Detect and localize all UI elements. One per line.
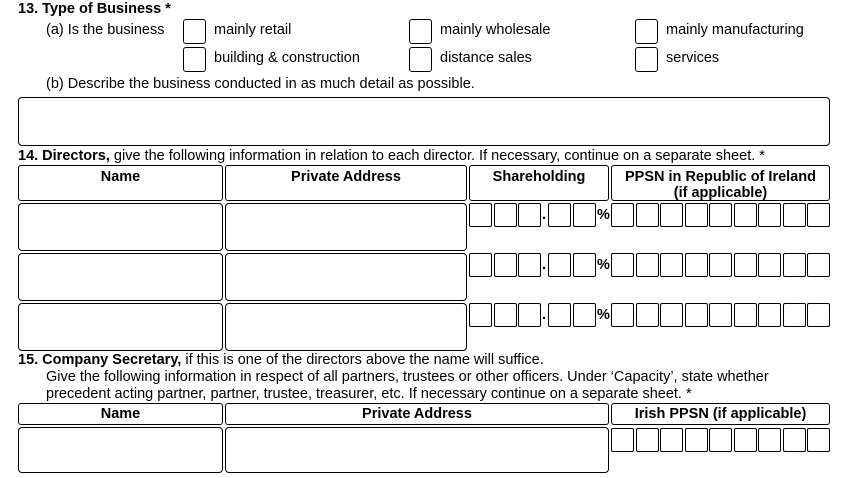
director-1-shareholding-decimal[interactable]: [548, 203, 597, 227]
decimal-point: .: [542, 207, 547, 223]
digit-box[interactable]: [783, 303, 806, 327]
percent-sign: %: [597, 207, 610, 223]
digit-box[interactable]: [734, 253, 757, 277]
secretary-ppsn-boxes[interactable]: [611, 428, 832, 452]
secretary-ppsn-header: Irish PPSN (if applicable): [611, 403, 830, 425]
directors-address-header: Private Address: [225, 165, 467, 201]
digit-box[interactable]: [518, 303, 541, 327]
digit-box[interactable]: [709, 203, 732, 227]
section-15-title: [18, 352, 544, 368]
decimal-point: .: [542, 307, 547, 323]
director-3-address-field[interactable]: [225, 303, 467, 351]
section-13-title: 13. Type of Business *: [18, 1, 171, 17]
option-label-distance-sales: distance sales: [440, 50, 532, 66]
digit-box[interactable]: [807, 428, 830, 452]
digit-box[interactable]: [548, 303, 571, 327]
director-3-ppsn-boxes[interactable]: [611, 303, 832, 327]
digit-box[interactable]: [494, 253, 517, 277]
checkbox-mainly-wholesale[interactable]: [409, 19, 432, 44]
section-14-heading: 14. Directors,: [18, 148, 110, 164]
percent-sign: %: [597, 307, 610, 323]
digit-box[interactable]: [709, 253, 732, 277]
section-15-instructions-line3: precedent acting partner, partner, trustee, treasurer, etc. If necessary continue on a separate sheet. *: [46, 386, 692, 402]
directors-ppsn-header: [611, 165, 830, 201]
digit-box[interactable]: [660, 428, 683, 452]
digit-box[interactable]: [636, 203, 659, 227]
option-label-building-construction: building & construction: [214, 50, 360, 66]
digit-box[interactable]: [685, 303, 708, 327]
business-type-question: (a) Is the business: [46, 22, 165, 38]
director-2-shareholding-whole[interactable]: [469, 253, 543, 277]
digit-box[interactable]: [636, 428, 659, 452]
digit-box[interactable]: [611, 203, 634, 227]
digit-box[interactable]: [709, 303, 732, 327]
section-15-instructions-line2: Give the following information in respect of all partners, trustees or other officers. Under ‘Capacity’, state whether: [46, 369, 769, 385]
digit-box[interactable]: [611, 253, 634, 277]
digit-box[interactable]: [494, 303, 517, 327]
section-14-title: [18, 148, 765, 164]
digit-box[interactable]: [734, 303, 757, 327]
digit-box[interactable]: [636, 253, 659, 277]
ppsn-header-line2: (if applicable): [673, 185, 768, 201]
digit-box[interactable]: [518, 253, 541, 277]
ppsn-header-line1: PPSN in Republic of Ireland: [625, 169, 816, 185]
digit-box[interactable]: [469, 253, 492, 277]
business-description-field[interactable]: [18, 97, 830, 146]
digit-box[interactable]: [611, 303, 634, 327]
section-15-note: if this is one of the directors above the name will suffice.: [181, 352, 544, 368]
digit-box[interactable]: [758, 303, 781, 327]
director-2-ppsn-boxes[interactable]: [611, 253, 832, 277]
digit-box[interactable]: [807, 203, 830, 227]
digit-box[interactable]: [494, 203, 517, 227]
digit-box[interactable]: [807, 253, 830, 277]
director-1-ppsn-boxes[interactable]: [611, 203, 832, 227]
director-2-shareholding-decimal[interactable]: [548, 253, 597, 277]
section-14-instructions: give the following information in relation to each director. If necessary, continue on a separate sheet. *: [109, 148, 765, 164]
digit-box[interactable]: [807, 303, 830, 327]
director-2-address-field[interactable]: [225, 253, 467, 301]
digit-box[interactable]: [469, 203, 492, 227]
director-3-name-field[interactable]: [18, 303, 223, 351]
option-label-mainly-retail: mainly retail: [214, 22, 292, 38]
digit-box[interactable]: [685, 253, 708, 277]
director-2-name-field[interactable]: [18, 253, 223, 301]
digit-box[interactable]: [758, 428, 781, 452]
digit-box[interactable]: [685, 428, 708, 452]
checkbox-distance-sales[interactable]: [409, 47, 432, 72]
digit-box[interactable]: [758, 253, 781, 277]
decimal-point: .: [542, 257, 547, 273]
digit-box[interactable]: [685, 203, 708, 227]
secretary-address-header: Private Address: [225, 403, 609, 425]
digit-box[interactable]: [783, 203, 806, 227]
digit-box[interactable]: [548, 253, 571, 277]
percent-sign: %: [597, 257, 610, 273]
digit-box[interactable]: [469, 303, 492, 327]
digit-box[interactable]: [660, 253, 683, 277]
directors-shareholding-header: Shareholding: [469, 165, 609, 201]
checkbox-mainly-manufacturing[interactable]: [635, 19, 658, 44]
option-label-mainly-wholesale: mainly wholesale: [440, 22, 551, 38]
digit-box[interactable]: [734, 203, 757, 227]
directors-name-header: Name: [18, 165, 223, 201]
secretary-name-header: Name: [18, 403, 223, 425]
digit-box[interactable]: [518, 203, 541, 227]
option-label-services: services: [666, 50, 720, 66]
checkbox-services[interactable]: [635, 47, 658, 72]
director-3-shareholding-decimal[interactable]: [548, 303, 597, 327]
digit-box[interactable]: [573, 203, 596, 227]
digit-box[interactable]: [758, 203, 781, 227]
digit-box[interactable]: [709, 428, 732, 452]
digit-box[interactable]: [660, 303, 683, 327]
secretary-address-field[interactable]: [225, 427, 609, 473]
digit-box[interactable]: [573, 253, 596, 277]
director-1-name-field[interactable]: [18, 203, 223, 251]
checkbox-mainly-retail[interactable]: [183, 19, 206, 44]
option-label-mainly-manufacturing: mainly manufacturing: [666, 22, 804, 38]
director-3-shareholding-whole[interactable]: [469, 303, 543, 327]
digit-box[interactable]: [611, 428, 634, 452]
business-description-question: (b) Describe the business conducted in as much detail as possible.: [46, 76, 475, 92]
digit-box[interactable]: [734, 428, 757, 452]
digit-box[interactable]: [783, 428, 806, 452]
digit-box[interactable]: [573, 303, 596, 327]
checkbox-building-construction[interactable]: [183, 47, 206, 72]
digit-box[interactable]: [548, 203, 571, 227]
director-1-address-field[interactable]: [225, 203, 467, 251]
digit-box[interactable]: [636, 303, 659, 327]
secretary-name-field[interactable]: [18, 427, 223, 473]
director-1-shareholding-whole[interactable]: [469, 203, 543, 227]
digit-box[interactable]: [660, 203, 683, 227]
section-15-heading: 15. Company Secretary,: [18, 352, 182, 368]
digit-box[interactable]: [783, 253, 806, 277]
